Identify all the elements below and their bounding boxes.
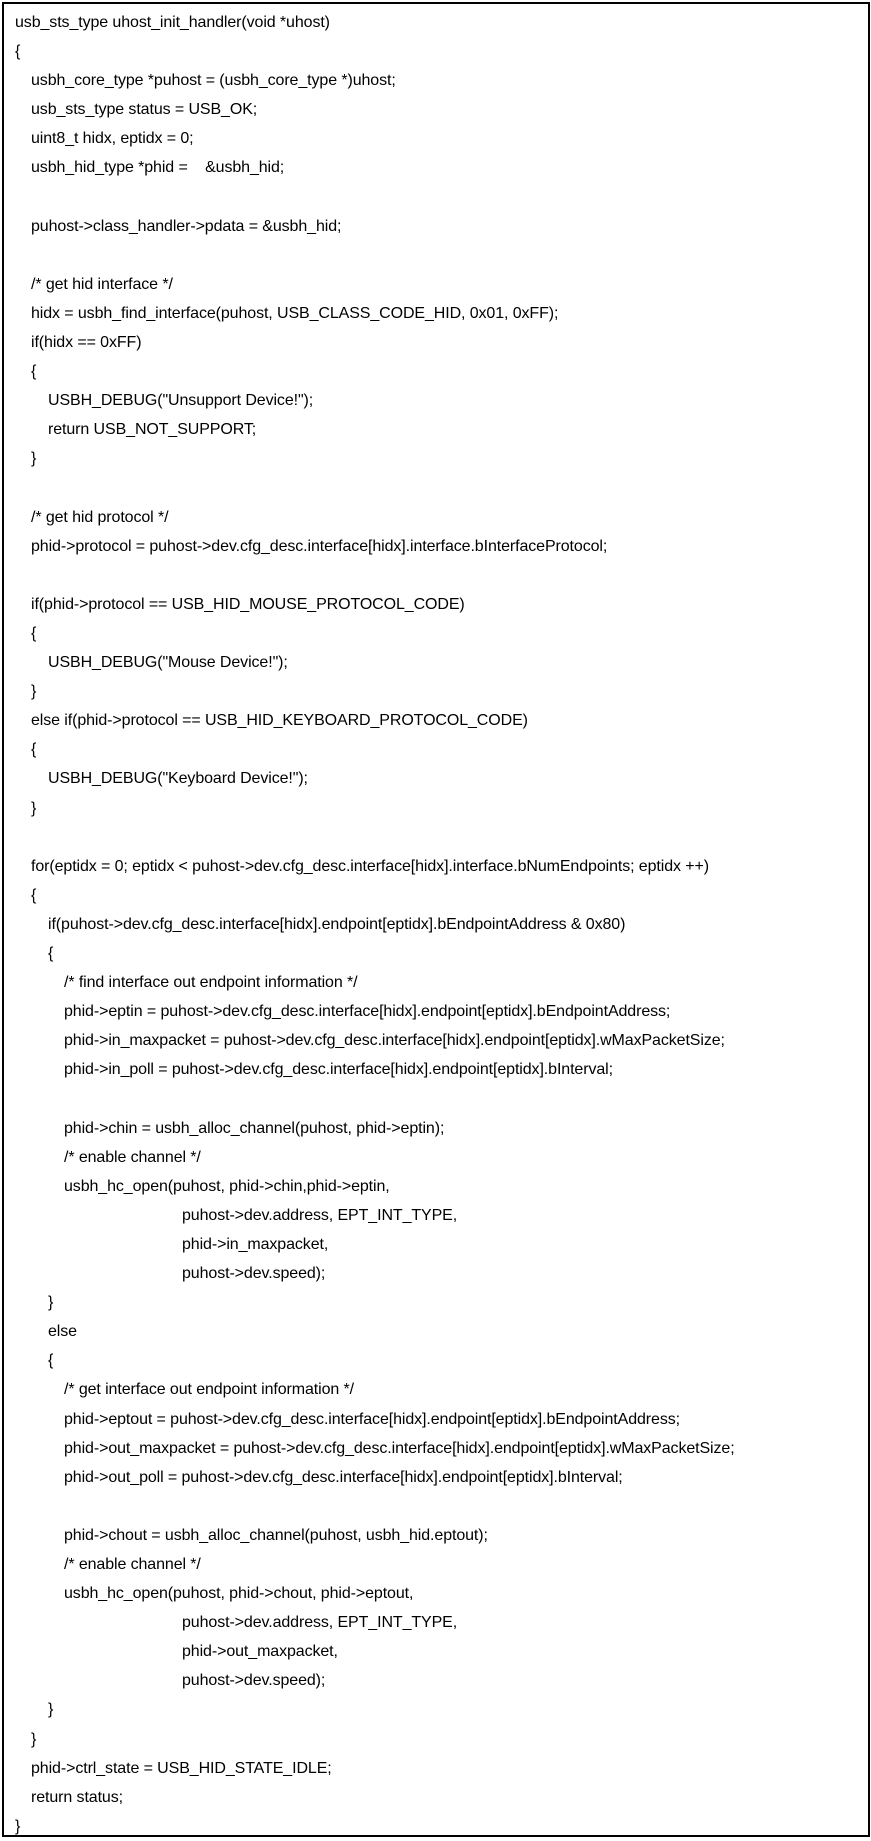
code-line — [4, 503, 868, 532]
code-line — [4, 939, 868, 968]
code-line — [4, 1812, 868, 1841]
code-listing-box — [2, 2, 870, 1837]
code-line-text: } — [48, 1701, 54, 1719]
code-line-text: USBH_DEBUG("Mouse Device!"); — [48, 654, 288, 672]
blank-code-line — [4, 474, 868, 503]
code-line-text: puhost->dev.speed); — [182, 1265, 326, 1283]
code-line-text: /* enable channel */ — [64, 1555, 201, 1573]
code-line — [4, 8, 868, 37]
blank-code-line — [4, 241, 868, 270]
code-line — [4, 270, 868, 299]
blank-code-line — [4, 1084, 868, 1113]
code-line — [4, 590, 868, 619]
code-line — [4, 1405, 868, 1434]
code-line — [4, 1201, 868, 1230]
code-line-text: usbh_core_type *puhost = (usbh_core_type *)uhost; — [31, 72, 396, 90]
code-line-text: phid->out_maxpacket = puhost->dev.cfg_desc.interface[hidx].endpoint[eptidx].wMaxPacketSize; — [64, 1439, 735, 1457]
blank-code-line — [4, 561, 868, 590]
code-line — [4, 1725, 868, 1754]
code-line — [4, 66, 868, 95]
code-line-text: return status; — [31, 1788, 123, 1806]
code-line-text: } — [31, 683, 37, 701]
code-line — [4, 415, 868, 444]
code-line — [4, 1143, 868, 1172]
code-line-text: /* get hid protocol */ — [31, 508, 169, 526]
code-line-text: USBH_DEBUG("Keyboard Device!"); — [48, 770, 308, 788]
code-line — [4, 1637, 868, 1666]
code-line — [4, 444, 868, 473]
code-line — [4, 1666, 868, 1695]
code-line — [4, 153, 868, 182]
code-line-text: else if(phid->protocol == USB_HID_KEYBOARD_PROTOCOL_CODE) — [31, 712, 528, 730]
code-line-text: return USB_NOT_SUPPORT; — [48, 421, 257, 439]
code-line — [4, 910, 868, 939]
code-line — [4, 706, 868, 735]
code-line-text: phid->eptout = puhost->dev.cfg_desc.interface[hidx].endpoint[eptidx].bEndpointAddress; — [64, 1410, 680, 1428]
code-line-text: phid->ctrl_state = USB_HID_STATE_IDLE; — [31, 1759, 332, 1777]
code-line-text: /* enable channel */ — [64, 1148, 201, 1166]
code-line — [4, 1317, 868, 1346]
code-line — [4, 532, 868, 561]
code-line-text: { — [48, 1352, 54, 1370]
code-line-text: if(puhost->dev.cfg_desc.interface[hidx].endpoint[eptidx].bEndpointAddress & 0x80) — [48, 915, 626, 933]
code-line — [4, 37, 868, 66]
code-line — [4, 1055, 868, 1084]
code-lines — [4, 8, 868, 1841]
code-line-text: { — [31, 624, 37, 642]
code-line-text: usbh_hc_open(puhost, phid->chin,phid->eptin, — [64, 1177, 390, 1195]
code-line-text: puhost->dev.address, EPT_INT_TYPE, — [182, 1614, 458, 1632]
code-line-text: { — [48, 945, 54, 962]
blank-code-line — [4, 1492, 868, 1521]
code-line-text: phid->protocol = puhost->dev.cfg_desc.interface[hidx].interface.bInterfaceProtocol; — [31, 537, 608, 555]
code-line-text: usb_sts_type status = USB_OK; — [31, 101, 258, 119]
code-line-text: USBH_DEBUG("Unsupport Device!"); — [48, 392, 314, 410]
code-line-text: } — [31, 799, 37, 817]
code-line-text: { — [15, 43, 21, 61]
code-line-text: for(eptidx = 0; eptidx < puhost->dev.cfg_desc.interface[hidx].interface.bNumEndpoints; eptidx ++) — [31, 857, 709, 875]
code-line-text: uint8_t hidx, eptidx = 0; — [31, 130, 194, 148]
code-line — [4, 1288, 868, 1317]
code-line — [4, 1754, 868, 1783]
code-line — [4, 1026, 868, 1055]
code-line-text: puhost->class_handler->pdata = &usbh_hid; — [31, 217, 342, 235]
code-line-text: phid->in_poll = puhost->dev.cfg_desc.interface[hidx].endpoint[eptidx].bInterval; — [64, 1061, 613, 1079]
code-line — [4, 1434, 868, 1463]
code-line-text: /* find interface out endpoint information */ — [64, 974, 358, 992]
code-line — [4, 1608, 868, 1637]
code-line — [4, 1695, 868, 1724]
code-line-text: } — [15, 1817, 21, 1835]
code-line-text: phid->chout = usbh_alloc_channel(puhost, usbh_hid.eptout); — [64, 1526, 488, 1544]
code-line — [4, 764, 868, 793]
code-line — [4, 1114, 868, 1143]
code-line-text: else — [48, 1323, 77, 1341]
code-line — [4, 997, 868, 1026]
code-line-text: phid->out_poll = puhost->dev.cfg_desc.interface[hidx].endpoint[eptidx].bInterval; — [64, 1468, 623, 1486]
code-line — [4, 968, 868, 997]
code-line — [4, 328, 868, 357]
code-line — [4, 95, 868, 124]
code-line — [4, 1346, 868, 1375]
code-line-text: phid->chin = usbh_alloc_channel(puhost, phid->eptin); — [64, 1119, 445, 1137]
code-line — [4, 1550, 868, 1579]
code-line — [4, 852, 868, 881]
code-line-text: phid->eptin = puhost->dev.cfg_desc.interface[hidx].endpoint[eptidx].bEndpointAddress; — [64, 1003, 671, 1021]
code-line-text: phid->in_maxpacket, — [182, 1235, 329, 1253]
code-line — [4, 619, 868, 648]
code-line — [4, 881, 868, 910]
blank-code-line — [4, 183, 868, 212]
code-line-text: } — [48, 1294, 54, 1312]
code-line-text: if(hidx == 0xFF) — [31, 334, 142, 352]
code-line-text: /* get interface out endpoint information */ — [64, 1381, 355, 1399]
code-line-text: /* get hid interface */ — [31, 275, 173, 293]
code-line-text: phid->out_maxpacket, — [182, 1643, 338, 1661]
code-line-text: hidx = usbh_find_interface(puhost, USB_CLASS_CODE_HID, 0x01, 0xFF); — [31, 304, 559, 322]
code-line — [4, 357, 868, 386]
code-line-text: puhost->dev.speed); — [182, 1672, 326, 1690]
code-line-text: { — [31, 886, 37, 904]
code-line — [4, 212, 868, 241]
blank-code-line — [4, 823, 868, 852]
code-line-text: if(phid->protocol == USB_HID_MOUSE_PROTOCOL_CODE) — [31, 595, 465, 613]
code-line-text: usbh_hc_open(puhost, phid->chout, phid->eptout, — [64, 1585, 414, 1603]
code-line — [4, 794, 868, 823]
code-line — [4, 1463, 868, 1492]
code-line — [4, 299, 868, 328]
code-line — [4, 648, 868, 677]
code-line-text: usb_sts_type uhost_init_handler(void *uhost) — [15, 14, 330, 31]
code-line-text: } — [31, 450, 37, 468]
code-line — [4, 1172, 868, 1201]
code-line-text: } — [31, 1730, 37, 1748]
code-line — [4, 1579, 868, 1608]
code-line — [4, 735, 868, 764]
code-line — [4, 1783, 868, 1812]
code-line — [4, 1259, 868, 1288]
code-line — [4, 1230, 868, 1259]
code-line — [4, 124, 868, 153]
code-line — [4, 677, 868, 706]
code-line-text: { — [31, 741, 37, 759]
code-line — [4, 1521, 868, 1550]
code-line-text: phid->in_maxpacket = puhost->dev.cfg_desc.interface[hidx].endpoint[eptidx].wMaxPacketSize; — [64, 1032, 725, 1050]
code-line — [4, 1375, 868, 1404]
code-line-text: puhost->dev.address, EPT_INT_TYPE, — [182, 1206, 458, 1224]
code-line-text: { — [31, 363, 37, 381]
code-line-text: usbh_hid_type *phid = &usbh_hid; — [31, 159, 285, 177]
code-line — [4, 386, 868, 415]
